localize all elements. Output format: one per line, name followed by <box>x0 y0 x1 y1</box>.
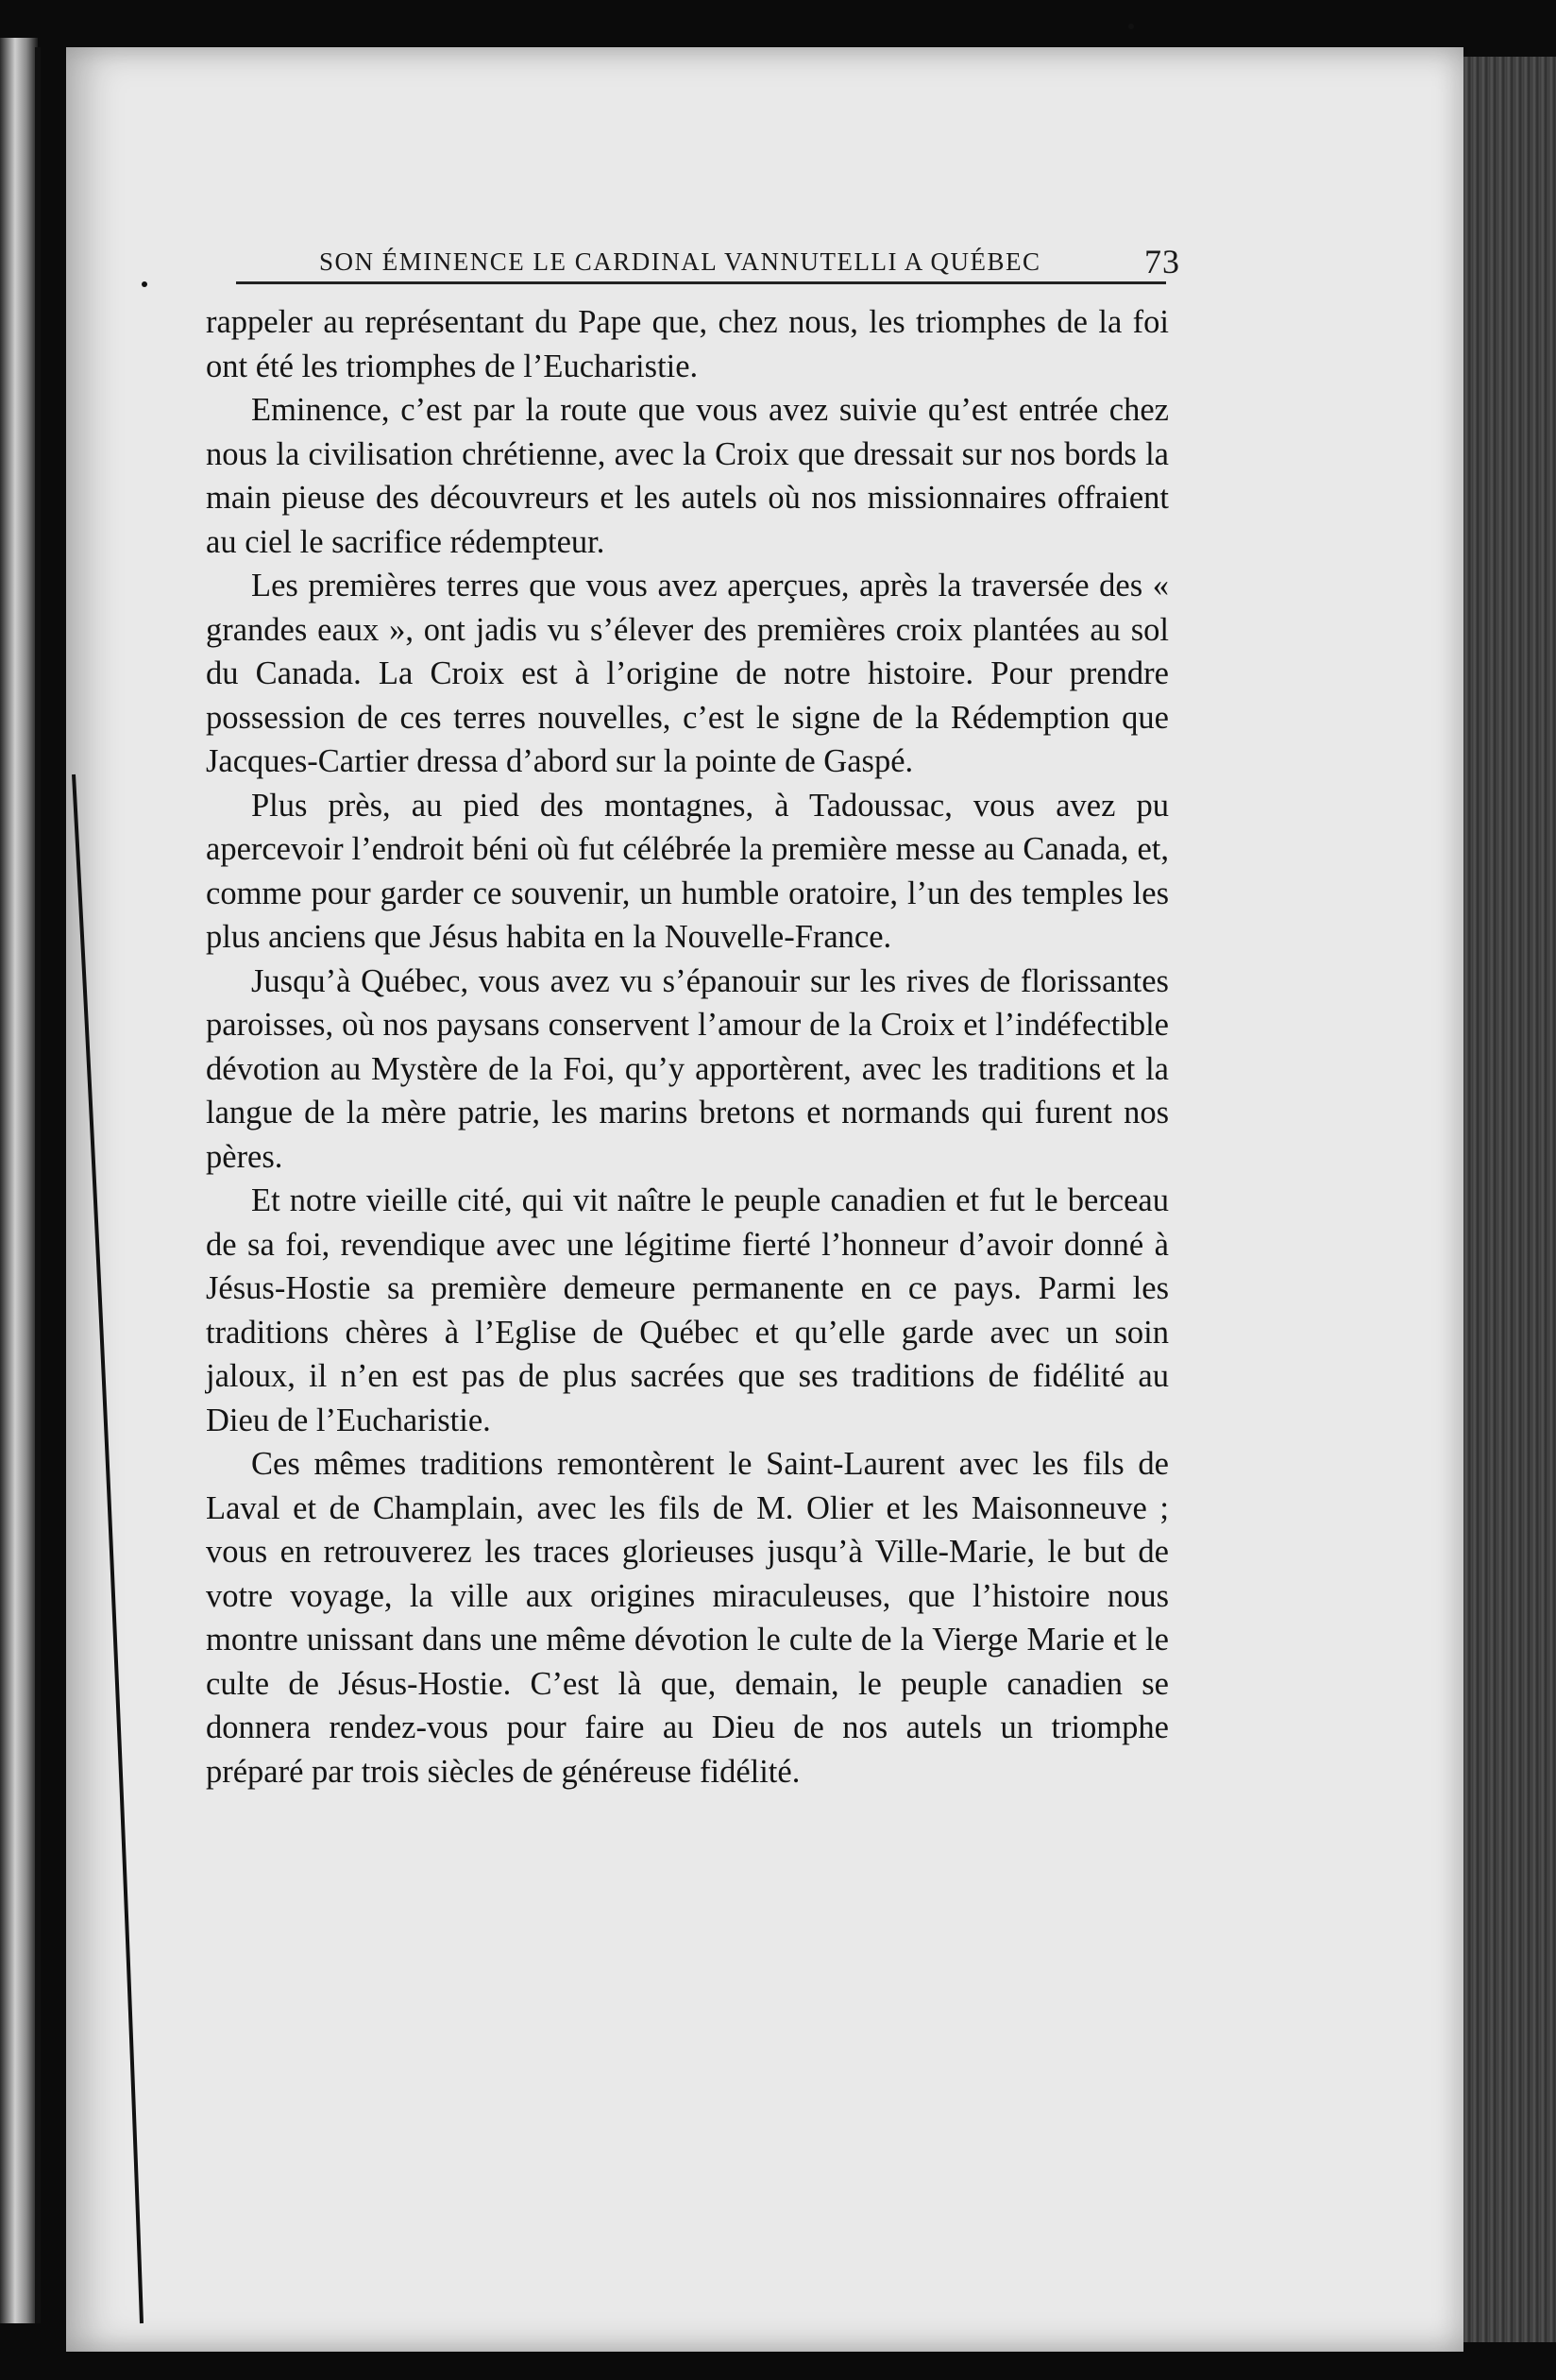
ink-speck <box>142 281 147 287</box>
paragraph: Et notre vieille cité, qui vit naître le peuple canadien et fut le berceau de sa foi, revendique avec une légitime fierté l’honneur d’avoir donné à Jésus-Hostie sa première demeure permanente en ce pays. Parmi les traditions chères à l’Eglise de Québec et qu’elle garde avec un soin jaloux, il n’en est pas de plus sacrées que ses traditions de fidélité au Dieu de l’Eucharistie. <box>206 1182 1169 1438</box>
paragraph: Plus près, au pied des montagnes, à Tadoussac, vous avez pu apercevoir l’endroit béni où fut célébrée la première messe au Canada, et, comme pour garder ce souvenir, un humble oratoire, l’un des temples les plus anciens que Jésus habita en la Nouvelle-France. <box>206 787 1169 955</box>
page-number: 73 <box>1144 243 1180 280</box>
paragraph: Eminence, c’est par la route que vous avez suivie qu’est entrée chez nous la civilisation chrétienne, avec la Croix que dressait sur nos bords la main pieuse des découvreurs et les autels où nos missionnaires offraient au ciel le sacrifice rédempteur. <box>206 392 1169 560</box>
binding-strip <box>0 38 38 2323</box>
running-header <box>236 238 1180 280</box>
paragraph: rappeler au représentant du Pape que, chez nous, les triomphes de la foi ont été les triomphes de l’Eucharistie. <box>206 304 1169 384</box>
ink-speck <box>1128 24 1134 29</box>
paragraph: Ces mêmes traditions remontèrent le Saint-Laurent avec les fils de Laval et de Champlain, avec les fils de M. Olier et les Maisonneuve ; vous en retrouverez les traces glorieuses jusqu’à Ville-Marie, le but de votre voyage, la ville aux origines miraculeuses, que l’histoire nous montre unissant dans une même dévotion le culte de la Vierge Marie et le culte de Jésus-Hostie. C’est là que, demain, le peuple canadien se donnera rendez-vous pour faire au Dieu de nos autels un triomphe préparé par trois siècles de généreuse fidélité. <box>206 1446 1169 1790</box>
running-title: SON ÉMINENCE LE CARDINAL VANNUTELLI A QUÉBEC <box>319 247 1041 276</box>
body-text <box>206 300 1169 1794</box>
header-rule <box>236 281 1166 284</box>
page-edges <box>1463 57 1556 2342</box>
paragraph: Les premières terres que vous avez aperçues, après la traversée des « grandes eaux », ont jadis vu s’élever des premières croix plantées au sol du Canada. La Croix est à l’origine de notre histoire. Pour prendre possession de ces terres nouvelles, c’est le signe de la Rédemption que Jacques-Cartier dressa d’abord sur la pointe de Gaspé. <box>206 568 1169 779</box>
paragraph: Jusqu’à Québec, vous avez vu s’épanouir sur les rives de florissantes paroisses, où nos paysans conservent l’amour de la Croix et l’indéfectible dévotion au Mystère de la Foi, qu’y apportèrent, avec les traditions et la langue de la mère patrie, les marins bretons et normands qui furent nos pères. <box>206 962 1169 1175</box>
